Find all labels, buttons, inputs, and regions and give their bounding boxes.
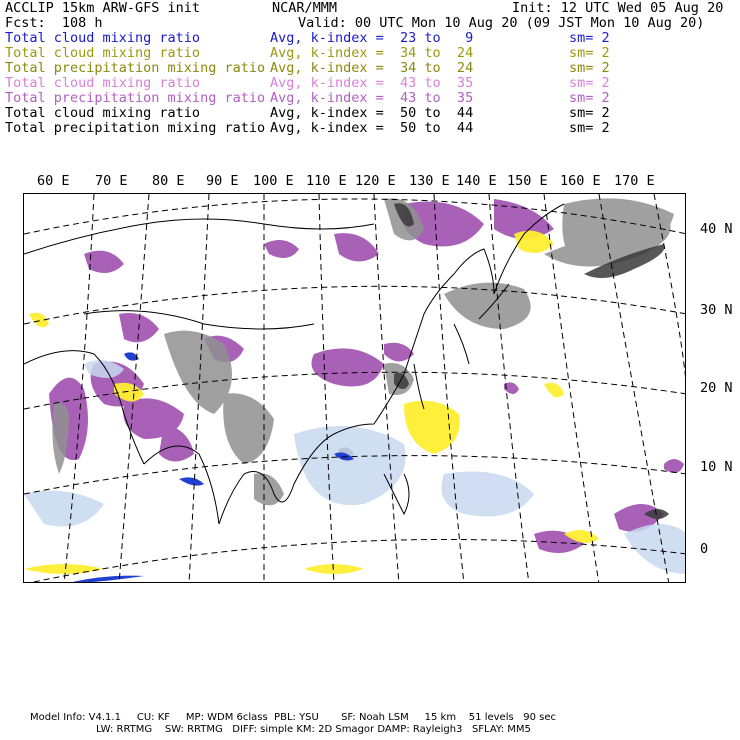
legend-avg: Avg, k-index = 43 to 35 — [270, 75, 474, 91]
map-canvas — [24, 194, 686, 583]
longitude-label: 150 E — [507, 173, 548, 189]
legend-sm: sm= 2 — [569, 30, 610, 46]
init-time: Init: 12 UTC Wed 05 Aug 20 — [512, 0, 724, 16]
legend-sm: sm= 2 — [569, 60, 610, 76]
forecast-hour: Fcst: 108 h — [5, 15, 103, 31]
legend-name: Total cloud mixing ratio — [5, 30, 201, 46]
legend-avg: Avg, k-index = 43 to 35 — [270, 90, 474, 106]
legend-avg: Avg, k-index = 23 to 9 — [270, 30, 474, 46]
legend-avg: Avg, k-index = 50 to 44 — [270, 120, 474, 136]
map-panel — [23, 193, 686, 583]
legend-name: Total cloud mixing ratio — [5, 45, 201, 61]
legend-sm: sm= 2 — [569, 75, 610, 91]
model-title: ACCLIP 15km ARW-GFS init — [5, 0, 201, 16]
legend-name: Total cloud mixing ratio — [5, 75, 201, 91]
longitude-label: 120 E — [355, 173, 396, 189]
legend-name: Total precipitation mixing ratio — [5, 60, 266, 76]
legend-sm: sm= 2 — [569, 120, 610, 136]
longitude-label: 80 E — [152, 173, 185, 189]
legend-sm: sm= 2 — [569, 45, 610, 61]
longitude-label: 160 E — [560, 173, 601, 189]
legend-avg: Avg, k-index = 34 to 24 — [270, 60, 474, 76]
longitude-label: 60 E — [37, 173, 70, 189]
longitude-label: 70 E — [95, 173, 128, 189]
latitude-label: 10 N — [700, 459, 733, 475]
latitude-label: 40 N — [700, 221, 733, 237]
legend-sm: sm= 2 — [569, 90, 610, 106]
latitude-label: 20 N — [700, 380, 733, 396]
org-label: NCAR/MMM — [272, 0, 338, 16]
longitude-label: 100 E — [253, 173, 294, 189]
model-info-line1: Model Info: V4.1.1 CU: KF MP: WDM 6class PBL: YSU SF: Noah LSM 15 km 51 levels 90 sec — [30, 712, 556, 723]
legend-name: Total cloud mixing ratio — [5, 105, 201, 121]
legend-name: Total precipitation mixing ratio — [5, 90, 266, 106]
legend-avg: Avg, k-index = 50 to 44 — [270, 105, 474, 121]
legend-avg: Avg, k-index = 34 to 24 — [270, 45, 474, 61]
model-info-line2: LW: RRTMG SW: RRTMG DIFF: simple KM: 2D Smagor DAMP: Rayleigh3 SFLAY: MM5 — [96, 724, 531, 735]
latitude-label: 0 — [700, 541, 709, 557]
legend-name: Total precipitation mixing ratio — [5, 120, 266, 136]
latitude-label: 30 N — [700, 302, 733, 318]
longitude-label: 90 E — [206, 173, 239, 189]
longitude-label: 110 E — [306, 173, 347, 189]
longitude-label: 170 E — [614, 173, 655, 189]
longitude-label: 130 E — [409, 173, 450, 189]
valid-time: Valid: 00 UTC Mon 10 Aug 20 (09 JST Mon 10 Aug 20) — [298, 15, 705, 31]
legend-sm: sm= 2 — [569, 105, 610, 121]
longitude-label: 140 E — [456, 173, 497, 189]
